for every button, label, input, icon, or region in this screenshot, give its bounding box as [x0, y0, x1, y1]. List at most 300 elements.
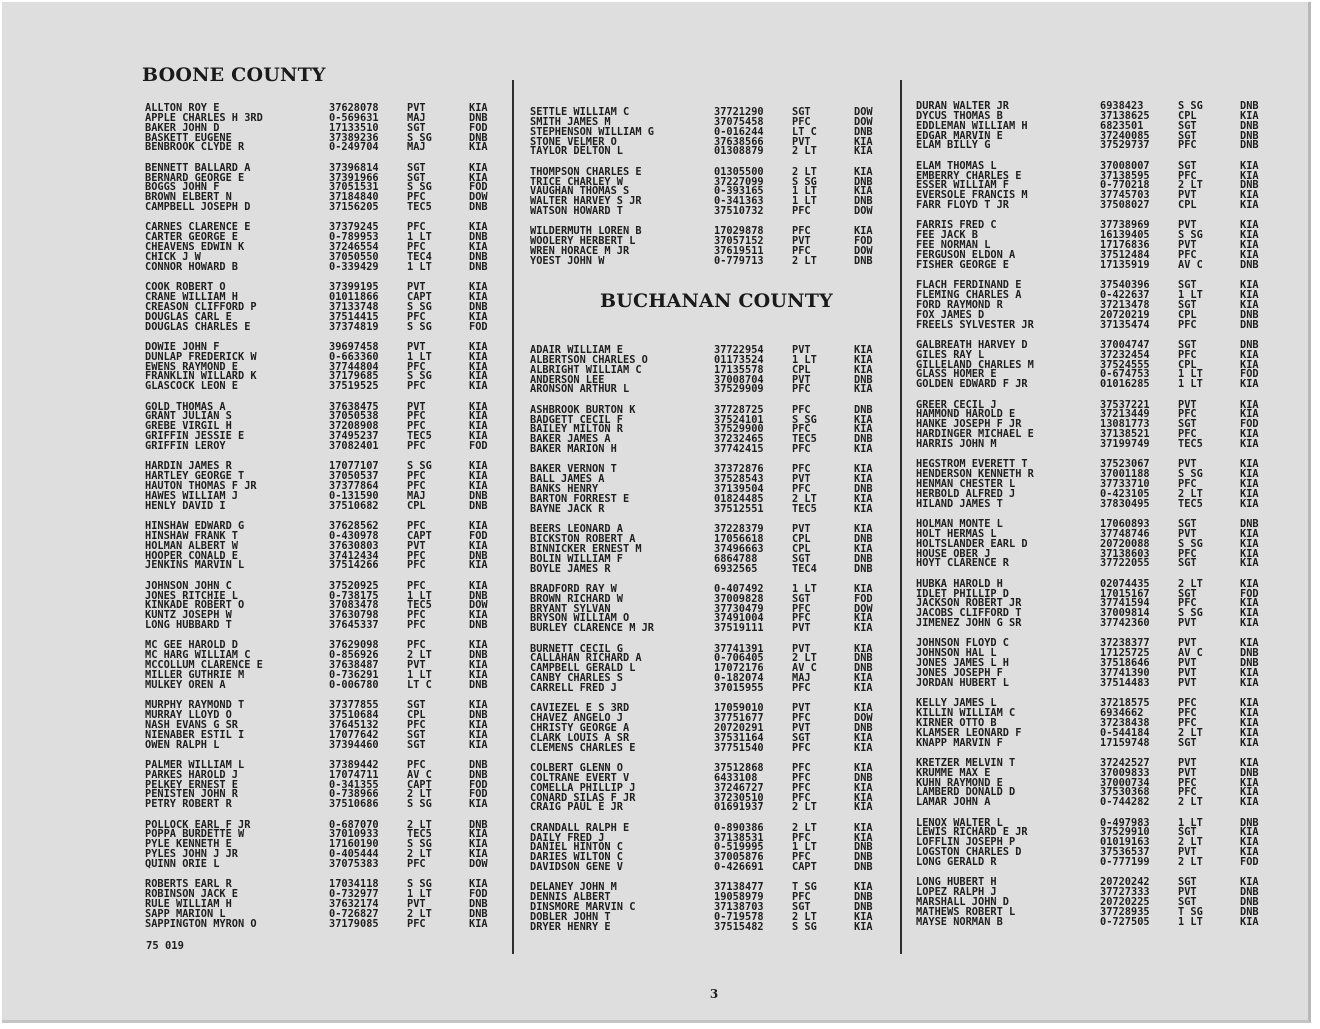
casualty-serial: 37227099: [714, 175, 764, 188]
casualty-status: KIA: [1240, 597, 1259, 610]
casualty-name: POLLOCK EARL F JR: [145, 818, 251, 831]
casualty-status: FOD: [1240, 856, 1259, 868]
casualty-name: LOPEZ RALPH J: [916, 886, 997, 899]
casualty-rank: CPL: [1178, 109, 1197, 122]
casualty-rank: AV C: [1178, 258, 1203, 271]
casualty-status: KIA: [1240, 478, 1259, 490]
casualty-rank: 2 LT: [1178, 487, 1203, 500]
casualty-status: DNB: [469, 649, 488, 662]
casualty-serial: 37230510: [714, 791, 764, 804]
casualty-rank: SGT: [1178, 298, 1197, 311]
casualty-rank: CAPT: [407, 291, 432, 303]
casualty-rank: PFC: [792, 383, 811, 396]
casualty-rank: PVT: [1178, 458, 1197, 471]
casualty-status: KIA: [1240, 298, 1259, 311]
casualty-rank: PFC: [1178, 348, 1197, 361]
casualty-serial: 01305500: [714, 165, 764, 178]
casualty-rank: PVT: [407, 281, 426, 294]
casualty-status: DNB: [469, 907, 488, 920]
casualty-rank: SGT: [792, 901, 811, 914]
casualty-name: JOHNSON HAL L: [916, 647, 997, 660]
casualty-serial: 37519111: [714, 622, 764, 635]
casualty-serial: 37514483: [1100, 676, 1150, 689]
casualty-name: CREASON CLIFFORD P: [145, 300, 257, 313]
casualty-serial: 37394460: [329, 738, 379, 751]
casualty-serial: 16139405: [1100, 229, 1150, 242]
casualty-name: HAWES WILLIAM J: [145, 489, 238, 502]
casualty-name: DOWIE JOHN F: [145, 340, 220, 353]
casualty-serial: 0-789953: [329, 231, 379, 244]
casualty-rank: SGT: [407, 738, 426, 751]
casualty-name: SMITH JAMES M: [530, 115, 611, 128]
casualty-serial: 37531164: [714, 731, 764, 744]
casualty-rank: AV C: [792, 662, 817, 675]
casualty-serial: 20720088: [1100, 537, 1150, 550]
casualty-rank: PFC: [407, 520, 426, 533]
casualty-name: BADGETT CECIL F: [530, 413, 623, 426]
casualty-name: GILES RAY L: [916, 348, 985, 361]
casualty-name: FERGUSON ELDON A: [916, 248, 1016, 261]
casualty-name: CARRELL FRED J: [530, 681, 617, 694]
casualty-name: HOLTSLANDER EARL D: [916, 537, 1028, 550]
casualty-serial: 37138477: [714, 881, 764, 894]
casualty-serial: 01824485: [714, 492, 764, 505]
casualty-status: KIA: [854, 383, 873, 396]
casualty-name: HUBKA HAROLD H: [916, 577, 1003, 590]
casualty-serial: 37138703: [714, 901, 764, 914]
casualty-status: KIA: [469, 539, 488, 552]
casualty-rank: PVT: [1178, 676, 1197, 689]
casualty-serial: 0-426691: [714, 861, 764, 874]
casualty-serial: 01173524: [714, 353, 764, 366]
casualty-status: KIA: [1240, 358, 1259, 371]
casualty-status: KIA: [1240, 676, 1259, 689]
casualty-name: LOFFLIN JOSEPH P: [916, 836, 1016, 849]
casualty-rank: 2 LT: [407, 649, 432, 662]
casualty-serial: 0-393165: [714, 185, 764, 198]
casualty-status: KIA: [469, 420, 488, 433]
casualty-name: CAVIEZEL E S 3RD: [530, 702, 630, 715]
casualty-serial: 0-674753: [1100, 368, 1150, 381]
casualty-status: KIA: [469, 480, 488, 492]
casualty-status: KIA: [1240, 826, 1259, 839]
casualty-status: KIA: [854, 672, 873, 685]
casualty-serial: 6938423: [1100, 100, 1144, 112]
casualty-serial: 37514415: [329, 310, 379, 323]
casualty-rank: TEC5: [407, 599, 432, 612]
casualty-name: ASHBROOK BURTON K: [530, 403, 636, 416]
casualty-status: KIA: [1240, 637, 1259, 650]
casualty-status: DNB: [854, 483, 873, 496]
casualty-status: KIA: [854, 344, 873, 356]
casualty-serial: 0-890386: [714, 821, 764, 834]
casualty-serial: 17072176: [714, 662, 764, 675]
casualty-serial: 37240085: [1100, 129, 1150, 142]
casualty-name: MULKEY OREN A: [145, 678, 226, 691]
casualty-status: KIA: [854, 135, 873, 148]
casualty-rank: PFC: [792, 602, 811, 615]
casualty-serial: 37238438: [1100, 716, 1150, 729]
casualty-serial: 20720225: [1100, 896, 1150, 909]
casualty-rank: S SG: [407, 798, 432, 811]
casualty-rank: 1 LT: [1178, 289, 1203, 301]
casualty-serial: 0-405444: [329, 848, 379, 861]
casualty-serial: 37015955: [714, 681, 764, 694]
boone-county-heading: BOONE COUNTY: [142, 64, 326, 86]
casualty-name: JACKSON ROBERT JR: [916, 597, 1022, 610]
casualty-rank: CPL: [407, 499, 426, 512]
casualty-serial: 37751677: [714, 712, 764, 725]
casualty-serial: 37057152: [714, 235, 764, 248]
casualty-serial: 37082401: [329, 439, 379, 452]
casualty-name: FREELS SYLVESTER JR: [916, 318, 1034, 331]
casualty-status: KIA: [854, 622, 873, 635]
casualty-serial: 37138603: [1100, 547, 1150, 560]
casualty-status: KIA: [1240, 487, 1259, 500]
casualty-name: HARDIN JAMES R: [145, 460, 232, 473]
casualty-serial: 37515482: [714, 920, 764, 933]
casualty-rank: 1 LT: [792, 582, 817, 595]
casualty-status: KIA: [469, 798, 488, 811]
casualty-rank: 1 LT: [407, 669, 432, 681]
casualty-serial: 0-341363: [714, 195, 764, 208]
casualty-rank: PFC: [407, 639, 426, 652]
casualty-name: GLASCOCK LEON E: [145, 380, 238, 393]
casualty-status: FOD: [854, 235, 873, 248]
casualty-serial: 17077107: [329, 460, 379, 473]
casualty-serial: 37075458: [714, 115, 764, 128]
casualty-rank: 2 LT: [792, 801, 817, 814]
casualty-serial: 0-726827: [329, 907, 379, 920]
casualty-serial: 0-131590: [329, 489, 379, 502]
casualty-rank: SGT: [407, 728, 426, 741]
casualty-rank: SGT: [792, 592, 811, 605]
casualty-status: KIA: [854, 473, 873, 486]
casualty-name: MILLER GUTHRIE M: [145, 669, 245, 681]
casualty-status: DNB: [854, 533, 873, 545]
casualty-rank: PVT: [1178, 189, 1197, 202]
casualty-name: HAMMOND HAROLD E: [916, 408, 1016, 421]
casualty-serial: 37010933: [329, 828, 379, 841]
casualty-status: DNB: [1240, 518, 1259, 531]
casualty-rank: PVT: [1178, 886, 1197, 899]
casualty-serial: 0-738175: [329, 589, 379, 602]
casualty-name: CALLAHAN RICHARD A: [530, 652, 642, 665]
casualty-serial: 0-249704: [329, 141, 379, 154]
casualty-name: JIMENEZ JOHN G SR: [916, 617, 1022, 630]
casualty-name: KNAPP MARVIN F: [916, 736, 1003, 749]
casualty-rank: PVT: [407, 659, 426, 672]
casualty-rank: PFC: [792, 762, 811, 775]
casualty-name: HENMAN CHESTER L: [916, 478, 1016, 490]
casualty-serial: 37218575: [1100, 697, 1150, 710]
casualty-rank: TEC4: [407, 250, 432, 263]
casualty-name: COMELLA PHILLIP J: [530, 781, 636, 794]
casualty-serial: 37722055: [1100, 557, 1150, 570]
casualty-serial: 37537221: [1100, 398, 1150, 411]
casualty-serial: 17159748: [1100, 736, 1150, 749]
casualty-status: DNB: [1240, 896, 1259, 909]
casualty-rank: TEC5: [1178, 437, 1203, 450]
casualty-status: KIA: [469, 579, 488, 592]
casualty-name: SETTLE WILLIAM C: [530, 106, 630, 118]
casualty-rank: 1 LT: [792, 353, 817, 366]
casualty-serial: 37208908: [329, 420, 379, 433]
casualty-rank: PFC: [792, 205, 811, 218]
casualty-serial: 37728935: [1100, 905, 1150, 918]
casualty-status: KIA: [854, 821, 873, 834]
casualty-status: KIA: [1240, 697, 1259, 710]
casualty-name: KINKADE ROBERT O: [145, 599, 245, 612]
casualty-serial: 37523067: [1100, 458, 1150, 471]
casualty-name: HENDERSON KENNETH R: [916, 468, 1034, 481]
casualty-serial: 17060893: [1100, 518, 1150, 531]
casualty-serial: 0-663360: [329, 350, 379, 363]
casualty-serial: 0-497983: [1100, 816, 1150, 829]
casualty-name: CARTER GEORGE E: [145, 231, 238, 244]
casualty-rank: SGT: [1178, 736, 1197, 749]
casualty-name: CONNOR HOWARD B: [145, 260, 238, 273]
casualty-rank: PVT: [792, 473, 811, 486]
casualty-status: DNB: [854, 771, 873, 784]
casualty-rank: PVT: [1178, 398, 1197, 411]
casualty-rank: AV C: [1178, 647, 1203, 660]
casualty-status: DNB: [854, 891, 873, 904]
casualty-status: KIA: [854, 225, 873, 238]
casualty-serial: 0-569631: [329, 111, 379, 124]
casualty-status: DNB: [1240, 766, 1259, 779]
casualty-rank: 2 LT: [1178, 577, 1203, 590]
casualty-status: KIA: [469, 460, 488, 473]
casualty-rank: 1 LT: [792, 195, 817, 208]
casualty-name: HERBOLD ALFRED J: [916, 487, 1016, 500]
casualty-rank: CPL: [1178, 308, 1197, 321]
casualty-name: BRADFORD RAY W: [530, 582, 617, 595]
casualty-status: KIA: [1240, 437, 1259, 450]
casualty-status: FOD: [469, 788, 488, 801]
casualty-name: BURNETT CECIL G: [530, 642, 623, 655]
casualty-name: BAKER VERNON T: [530, 463, 617, 476]
casualty-status: KIA: [469, 738, 488, 751]
casualty-rank: PVT: [1178, 527, 1197, 540]
casualty-rank: CAPT: [407, 778, 432, 791]
casualty-rank: PVT: [792, 523, 811, 536]
casualty-name: PARKES HAROLD J: [145, 768, 238, 781]
casualty-rank: PFC: [792, 851, 811, 864]
casualty-rank: T SG: [1178, 905, 1203, 918]
casualty-status: KIA: [469, 281, 488, 294]
casualty-name: BINNICKER ERNEST M: [530, 542, 642, 555]
casualty-serial: 17135578: [714, 363, 764, 376]
casualty-serial: 0-544184: [1100, 726, 1150, 739]
casualty-rank: 2 LT: [407, 907, 432, 920]
casualty-name: POPPA BURDETTE W: [145, 828, 245, 841]
casualty-status: KIA: [469, 659, 488, 672]
casualty-serial: 17015167: [1100, 587, 1150, 600]
casualty-name: MURRAY LLOYD O: [145, 709, 232, 722]
casualty-status: DNB: [469, 499, 488, 512]
casualty-serial: 37008007: [1100, 159, 1150, 172]
document-code: 75 019: [146, 940, 184, 952]
casualty-rank: PFC: [1178, 697, 1197, 710]
casualty-status: FOD: [469, 439, 488, 452]
casualty-name: CONARD SILAS F JR: [530, 791, 636, 804]
casualty-name: JONES JAMES L H: [916, 657, 1009, 670]
casualty-status: KIA: [1240, 169, 1259, 182]
casualty-name: CHRISTY GEORGE A: [530, 722, 630, 734]
casualty-status: KIA: [469, 669, 488, 681]
casualty-name: BAILEY MILTON R: [530, 423, 623, 436]
casualty-rank: SGT: [1178, 896, 1197, 909]
casualty-name: DAVIDSON GENE V: [530, 861, 623, 874]
casualty-rank: 1 LT: [407, 260, 432, 273]
casualty-name: GRANT JULIAN S: [145, 410, 232, 423]
casualty-serial: 37536537: [1100, 846, 1150, 859]
casualty-rank: PFC: [792, 781, 811, 794]
casualty-rank: PFC: [792, 712, 811, 725]
casualty-name: HANKE JOSEPH F JR: [916, 418, 1022, 431]
casualty-name: NASH EVANS G SR: [145, 718, 238, 731]
casualty-name: HINSHAW FRANK T: [145, 529, 238, 542]
casualty-rank: PFC: [792, 463, 811, 476]
casualty-serial: 37744804: [329, 360, 379, 373]
casualty-name: LEWIS RICHARD E JR: [916, 826, 1028, 839]
casualty-rank: 2 LT: [792, 652, 817, 665]
casualty-name: ALBRIGHT WILLIAM C: [530, 363, 642, 376]
casualty-status: KIA: [469, 380, 488, 393]
casualty-status: DOW: [854, 602, 873, 615]
casualty-name: JONES RITCHIE L: [145, 589, 238, 602]
casualty-name: HOLMAN MONTE L: [916, 518, 1003, 531]
casualty-rank: LT C: [407, 678, 432, 691]
casualty-name: KILLIN WILLIAM C: [916, 707, 1016, 720]
casualty-name: OWEN RALPH L: [145, 738, 220, 751]
casualty-name: DINSMORE MARVIN C: [530, 901, 636, 914]
casualty-rank: 2 LT: [407, 788, 432, 801]
casualty-rank: PFC: [407, 559, 426, 572]
casualty-status: KIA: [1240, 109, 1259, 122]
casualty-rank: SGT: [1178, 418, 1197, 431]
casualty-serial: 0-727505: [1100, 915, 1150, 928]
casualty-serial: 37412434: [329, 549, 379, 562]
casualty-status: FOD: [1240, 587, 1259, 600]
casualty-name: LONG HUBBARD T: [145, 619, 232, 632]
casualty-serial: 37138531: [714, 831, 764, 844]
casualty-name: ROBERTS EARL R: [145, 878, 232, 891]
casualty-status: KIA: [1240, 846, 1259, 859]
casualty-rank: PFC: [407, 579, 426, 592]
casualty-serial: 0-706405: [714, 652, 764, 665]
casualty-serial: 37389442: [329, 758, 379, 771]
casualty-serial: 37000734: [1100, 776, 1150, 789]
casualty-status: KIA: [1240, 716, 1259, 729]
casualty-status: DNB: [469, 818, 488, 831]
casualty-serial: 0-519995: [714, 841, 764, 854]
casualty-name: CRANDALL RALPH E: [530, 821, 630, 834]
casualty-status: DNB: [469, 300, 488, 313]
casualty-name: BANKS HENRY: [530, 483, 599, 496]
casualty-serial: 37389236: [329, 131, 379, 144]
casualty-status: KIA: [1240, 736, 1259, 749]
casualty-status: KIA: [1240, 378, 1259, 391]
casualty-rank: PFC: [1178, 428, 1197, 441]
casualty-status: FOD: [469, 529, 488, 542]
casualty-name: HOLMAN ALBERT W: [145, 539, 238, 552]
casualty-name: LONG HUBERT H: [916, 876, 997, 889]
casualty-name: DOUGLAS CARL E: [145, 310, 232, 323]
casualty-rank: SGT: [792, 731, 811, 744]
casualty-name: RULE WILLIAM H: [145, 898, 232, 911]
casualty-status: FOD: [469, 888, 488, 901]
casualty-status: KIA: [854, 363, 873, 376]
casualty-rank: MAJ: [407, 489, 426, 502]
casualty-status: FOD: [1240, 418, 1259, 431]
casualty-status: DNB: [469, 678, 488, 691]
casualty-rank: PVT: [792, 135, 811, 148]
casualty-rank: SGT: [1178, 159, 1197, 172]
casualty-name: GREBE VIRGIL H: [145, 420, 232, 433]
casualty-rank: S SG: [407, 878, 432, 891]
casualty-name: PENISTEN JOHN R: [145, 788, 238, 801]
casualty-name: ARONSON ARTHUR L: [530, 383, 630, 396]
casualty-status: KIA: [469, 699, 488, 712]
casualty-serial: 20720219: [1100, 308, 1150, 321]
casualty-status: DNB: [469, 231, 488, 244]
casualty-status: KIA: [469, 310, 488, 323]
casualty-serial: 37524101: [714, 413, 764, 426]
casualty-status: DNB: [854, 403, 873, 416]
casualty-status: KIA: [854, 801, 873, 814]
casualty-serial: 37748746: [1100, 527, 1150, 540]
casualty-rank: PVT: [407, 400, 426, 413]
casualty-status: KIA: [1240, 667, 1259, 679]
casualty-rank: TEC5: [792, 433, 817, 446]
casualty-name: EMBERRY CHARLES E: [916, 169, 1022, 182]
casualty-serial: 37512484: [1100, 248, 1150, 261]
casualty-serial: 37529737: [1100, 139, 1150, 152]
casualty-rank: PFC: [1178, 408, 1197, 421]
casualty-serial: 37524555: [1100, 358, 1150, 371]
casualty-rank: PFC: [792, 443, 811, 456]
casualty-status: DOW: [469, 599, 488, 612]
casualty-status: KIA: [1240, 248, 1259, 261]
casualty-serial: 02074435: [1100, 577, 1150, 590]
casualty-rank: PFC: [792, 483, 811, 496]
casualty-name: KUHN RAYMOND E: [916, 776, 1003, 789]
casualty-status: DNB: [1240, 816, 1259, 829]
casualty-rank: PVT: [1178, 766, 1197, 779]
casualty-serial: 37139504: [714, 483, 764, 496]
casualty-serial: 37721290: [714, 106, 764, 118]
casualty-serial: 6864788: [714, 552, 758, 565]
casualty-rank: PVT: [1178, 657, 1197, 670]
casualty-status: KIA: [854, 165, 873, 178]
casualty-rank: 1 LT: [1178, 915, 1203, 928]
casualty-status: KIA: [469, 340, 488, 353]
casualty-serial: 01019163: [1100, 836, 1150, 849]
casualty-rank: PFC: [407, 858, 426, 870]
casualty-status: KIA: [469, 221, 488, 234]
casualty-serial: 37001188: [1100, 468, 1150, 481]
casualty-rank: CPL: [792, 542, 811, 555]
casualty-name: QUINN ORIE L: [145, 858, 220, 870]
casualty-rank: SGT: [407, 699, 426, 712]
casualty-serial: 37619511: [714, 245, 764, 258]
casualty-rank: PFC: [1178, 478, 1197, 490]
casualty-status: KIA: [469, 520, 488, 533]
casualty-status: KIA: [1240, 458, 1259, 471]
casualty-status: KIA: [854, 582, 873, 595]
